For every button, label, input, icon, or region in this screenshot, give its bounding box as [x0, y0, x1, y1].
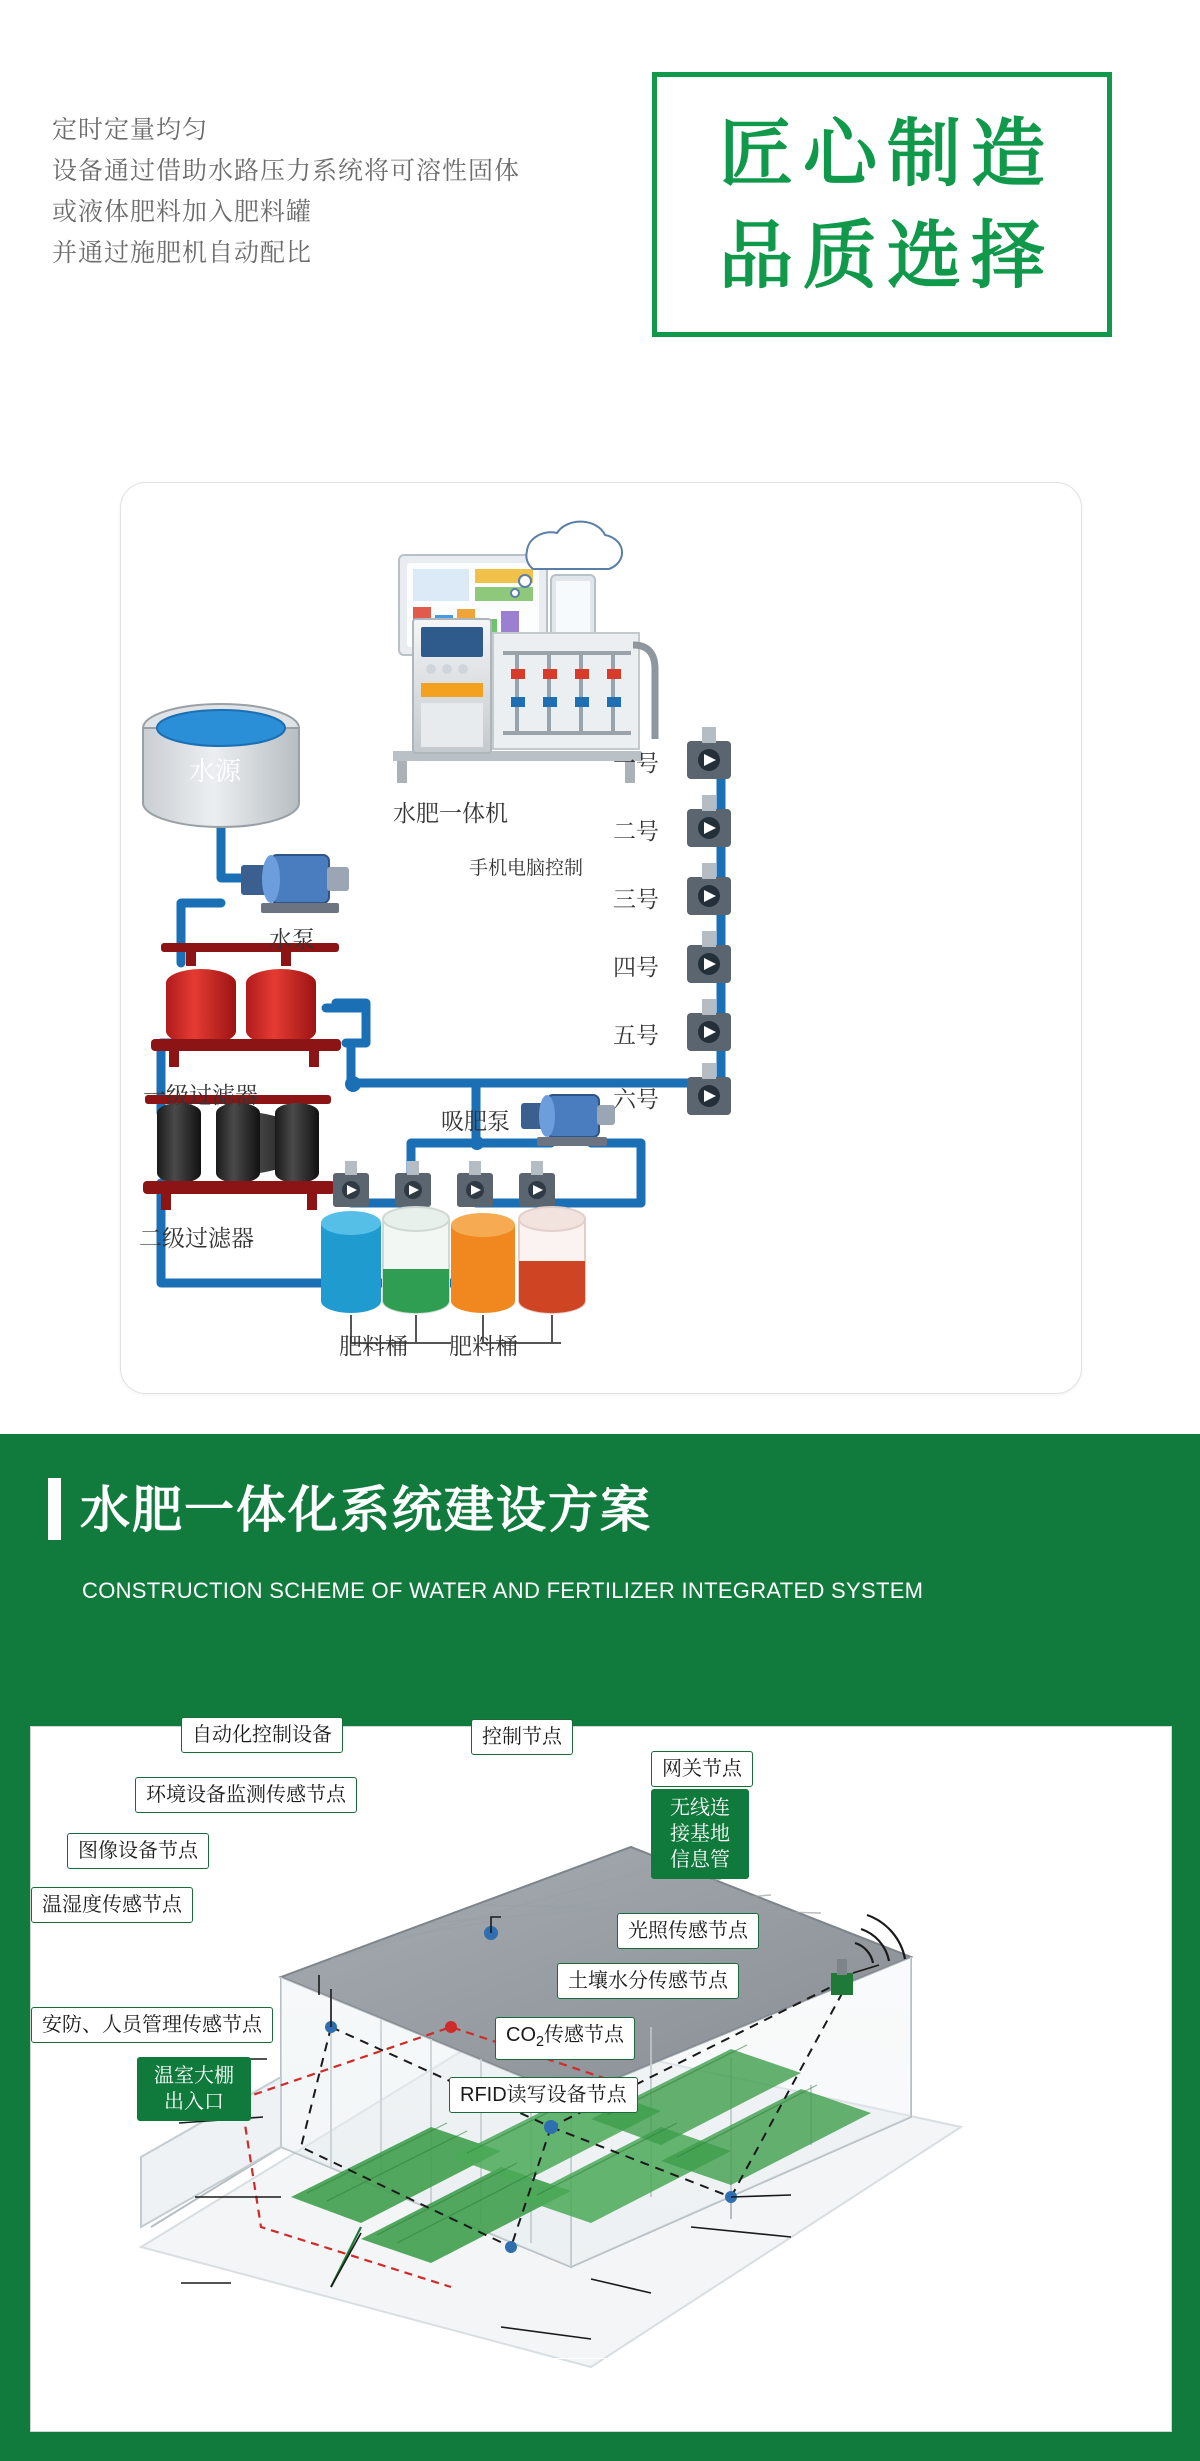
intro-text-block — [52, 110, 672, 274]
tag-security-personnel-node: 安防、人员管理传感节点 — [31, 2007, 273, 2043]
intro-line-1: 定时定量均匀 — [52, 116, 209, 144]
wireless-line-3: 信息管 — [670, 1849, 730, 1871]
quality-badge — [652, 72, 1112, 337]
co2-prefix: CO — [506, 2024, 536, 2046]
valve-label-6: 六号 — [613, 1086, 659, 1112]
tag-env-monitor-node: 环境设备监测传感节点 — [135, 1777, 357, 1813]
section-title: 水肥一体化系统建设方案 — [80, 1482, 652, 1538]
valve-label-5: 五号 — [613, 1022, 659, 1048]
label-suction-pump: 吸肥泵 — [441, 1108, 510, 1134]
entrance-line-2: 出入口 — [164, 2091, 224, 2113]
system-diagram-graphic — [121, 483, 1081, 1393]
tag-control-node: 控制节点 — [471, 1719, 573, 1755]
label-water-source: 水源 — [189, 756, 242, 786]
label-integrated-machine: 水肥一体机 — [393, 800, 508, 826]
tag-co2-sensor-node — [495, 2017, 635, 2060]
tag-image-device-node: 图像设备节点 — [67, 1833, 209, 1869]
label-primary-filter: 一级过滤器 — [143, 1082, 258, 1108]
co2-subscript: 2 — [536, 2034, 545, 2050]
co2-suffix: 传感节点 — [544, 2024, 625, 2046]
badge-line-1: 匠心制造 — [719, 111, 1055, 195]
tag-automation-control: 自动化控制设备 — [181, 1717, 343, 1753]
label-secondary-filter: 二级过滤器 — [139, 1225, 254, 1251]
tag-wireless-base-info — [651, 1789, 749, 1879]
intro-line-4: 并通过施肥机自动配比 — [52, 239, 313, 267]
tag-greenhouse-entrance — [137, 2057, 251, 2121]
valve-label-2: 二号 — [613, 818, 659, 844]
label-fertilizer-tank-right: 肥料桶 — [449, 1333, 518, 1359]
label-fertilizer-tank-left: 肥料桶 — [339, 1333, 408, 1359]
tag-light-sensor-node: 光照传感节点 — [617, 1913, 759, 1949]
tag-rfid-node: RFID读写设备节点 — [449, 2077, 638, 2113]
intro-line-3: 或液体肥料加入肥料罐 — [52, 198, 313, 226]
badge-line-2: 品质选择 — [719, 213, 1055, 297]
tag-temp-humidity-node: 温湿度传感节点 — [31, 1887, 193, 1923]
tag-gateway-node: 网关节点 — [651, 1751, 753, 1787]
valve-label-4: 四号 — [613, 954, 659, 980]
system-diagram-card — [120, 482, 1082, 1394]
intro-line-2: 设备通过借助水路压力系统将可溶性固体 — [52, 157, 521, 185]
label-water-pump: 水泵 — [269, 926, 315, 952]
valve-label-1: 一号 — [613, 750, 659, 776]
greenhouse-diagram-panel — [30, 1726, 1172, 2432]
title-accent-bar — [48, 1478, 61, 1540]
label-mobile-control: 手机电脑控制 — [469, 858, 584, 879]
footer-note: 各功能传感节点可根据蔬菜种类、种植面积的不同，进行相关数量和布署位置的调整。 — [60, 2358, 1142, 2406]
tag-soil-moisture-node: 土壤水分传感节点 — [557, 1963, 739, 1999]
valve-label-3: 三号 — [613, 886, 659, 912]
wireless-line-2: 接基地 — [670, 1823, 730, 1845]
wireless-line-1: 无线连 — [670, 1797, 730, 1819]
section-subtitle: CONSTRUCTION SCHEME OF WATER AND FERTILIZER INTEGRATED SYSTEM — [82, 1578, 924, 1603]
entrance-line-1: 温室大棚 — [154, 2065, 234, 2087]
